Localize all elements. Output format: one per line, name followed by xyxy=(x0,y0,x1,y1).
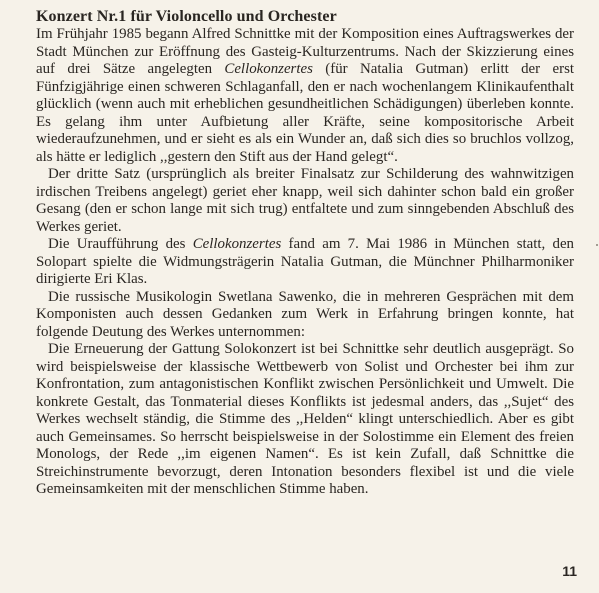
paragraph-1 xyxy=(36,26,574,166)
paragraph-3 xyxy=(36,236,574,289)
paragraph-1-part-1: Im Frühjahr 1985 begann Alfred Schnittke mit der Komposition eines Auftragswerkes der Stadt München zur Eröffnung des Gasteig-Kulturzentrums. Nach der Skizzierung eines auf drei Sätze angelegten xyxy=(36,26,574,77)
paragraph-3-part-1: Die Uraufführung des xyxy=(48,236,193,252)
document-body xyxy=(36,8,574,499)
paragraph-3-part-3: fand am 7. Mai 1986 in München statt, den Solopart spielte die Widmungsträgerin Natalia Gutman, die Münchner Philharmoniker dirigierte Eri Klas. xyxy=(36,236,575,287)
section-heading: Konzert Nr.1 für Violoncello und Orchester xyxy=(36,8,337,25)
paragraph-1-part-3: (für Natalia Gutman) erlitt der erst Fünfzigjährige einen schweren Schlaganfall, den er nach wochenlangem Klinikaufenthalt glücklich (wenn auch mit erheblichen gesundheitlichen Schädigungen) überleben konnte. Es gelang ihm unter Aufbietung aller Kräfte, seine kompositorische Arbeit wiederaufzunehmen, und er sieht es als ein Wunder an, daß sich dies so bruchlos vollzog, als hätte er lediglich ,,gestern den Stift aus der Hand gelegt“. xyxy=(36,61,574,165)
paragraph-2: Der dritte Satz (ursprünglich als breiter Finalsatz zur Schilderung des wahnwitzigen irdischen Treibens angelegt) geriet eher knapp, weil sich dahinter schon bald ein großer Gesang (den er schon lange mit sich trug) entfaltete und zum sinngebenden Abschluß des Werkes geriet. xyxy=(36,166,574,235)
work-title-cellokonzertes: Cellokonzertes xyxy=(192,236,282,252)
scan-speck xyxy=(596,244,598,246)
paragraph-4: Die russische Musikologin Swetlana Sawenko, die in mehreren Gesprächen mit dem Komponisten auch dessen Gedanken zum Werk in Erfahrung bringen konnte, hat folgende Deutung des Werkes unternommen: xyxy=(36,288,574,340)
paragraph-5-quote: Die Erneuerung der Gattung Solokonzert ist bei Schnittke sehr deutlich ausgeprägt. So wird beispielsweise der klassische Wettbewerb von Solist und Orchester bei ihm zur Konfrontation, zum antagonistischen Konflikt zwischen Persönlichkeit und Umwelt. Die konkrete Gestalt, das Tonmaterial dieses Konflikts ist jedesmal anders, das ,,Sujet“ des Werkes wechselt ständig, die Stimme des ,,Helden“ klingt unterschiedlich. Aber es gibt auch Gemeinsames. So herrscht beispielsweise in der Solostimme ein Element des freien Monologs, der Rede ,,im eigenen Namen“. Es ist kein Zufall, daß Schnittke die Streichinstrumente bevorzugt, deren Intonation besonders flexibel ist und die viele Gemeinsamkeiten mit der menschlichen Stimme haben. xyxy=(36,341,574,497)
page-number: 11 xyxy=(562,563,577,579)
work-title-cellokonzertes: Cellokonzertes xyxy=(224,61,313,77)
